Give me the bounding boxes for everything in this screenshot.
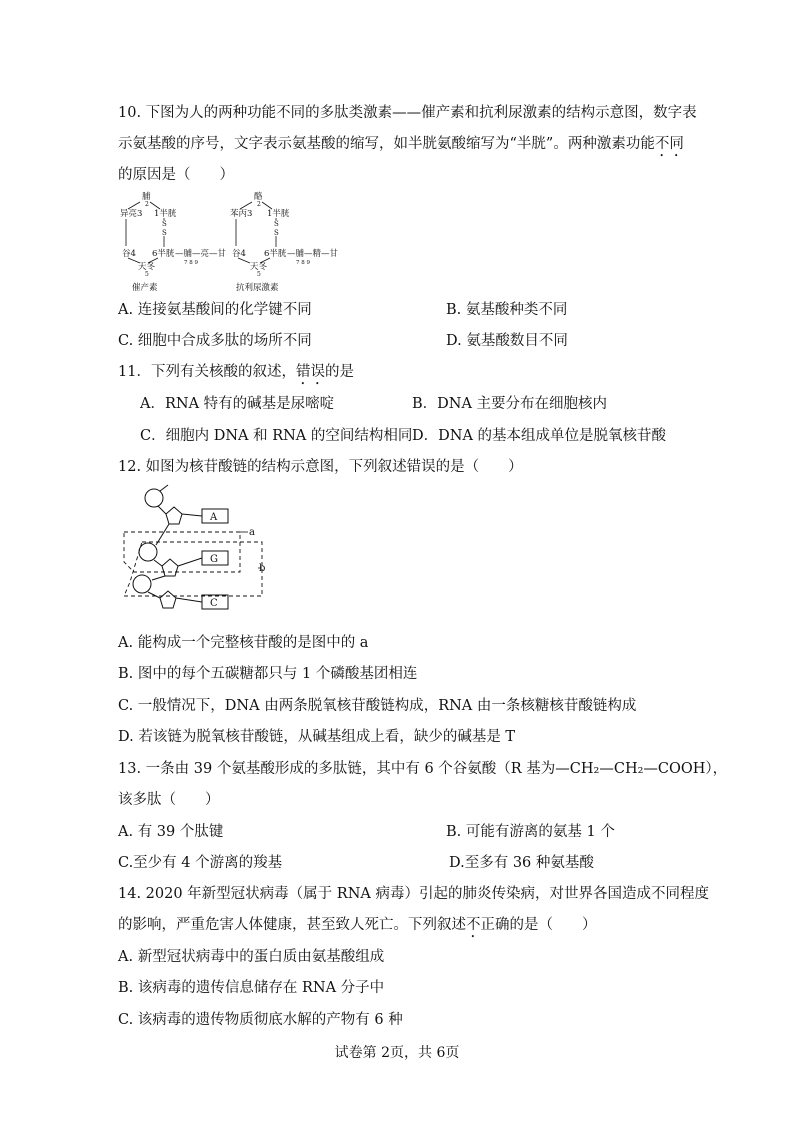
q10-option-a[interactable]: A. 连接氨基酸间的化学键不同 [118,302,312,318]
q12-option-a[interactable]: A. 能构成一个完整核苷酸的是图中的 a [118,635,369,651]
oxytocin-s1: S [162,220,167,228]
phosphate-circle-1 [145,489,163,507]
oxytocin-aa2: 脯 [142,192,151,202]
q10-option-b[interactable]: B. 氨基酸种类不同 [446,302,568,318]
vasopressin-aa5-num: 5 [257,271,261,278]
vasopressin-aa2-num: 2 [257,201,261,208]
q14-stem-line2: 的影响，严重危害人体健康，甚至致人死亡。下列叙述不正确的是（ ） [118,917,597,933]
q13-option-a[interactable]: A. 有 39 个肽键 [118,824,224,840]
q12-stem: 12. 如图为核苷酸链的结构示意图，下列叙述错误的是（ ） [118,459,523,475]
oxytocin-aa4: 谷4 [122,249,136,259]
vasopressin-aa2: 酪 [254,192,263,202]
q11-option-a[interactable]: A．RNA 特有的碱基是尿嘧啶 [140,396,335,412]
pentose-2 [162,559,178,576]
vasopressin-aa3: 苯丙3 [230,209,253,219]
oxytocin-aa6: 6半胱 [152,249,175,259]
vasopressin-s1: S [274,220,279,228]
q11-option-d[interactable]: D．DNA 的基本组成单位是脱氧核苷酸 [412,428,667,444]
q10-emphasis: 不同 [654,136,684,152]
pentose-3 [160,591,176,608]
vasopressin-chain-nums: 7 8 9 [296,260,310,266]
base-label-C: C [210,598,218,609]
q12-option-b[interactable]: B. 图中的每个五碳糖都只与 1 个磷酸基团相连 [118,666,418,682]
q13-option-d[interactable]: D.至多有 36 种氨基酸 [449,855,594,871]
q14-option-a[interactable]: A. 新型冠状病毒中的蛋白质由氨基酸组成 [118,949,385,965]
vasopressin-aa4: 谷4 [232,249,246,259]
oxytocin-aa5: 天冬 [138,262,156,272]
vasopressin-structure [230,191,339,293]
q10-stem-line3: 的原因是（ ） [118,167,234,183]
vasopressin-s2: S [274,229,279,237]
q13-stem-line1: 13. 一条由 39 个氨基酸形成的多肽链，其中有 6 个谷氨酸（R 基为—CH₂—CH₂—COOH）， [118,761,728,777]
vasopressin-caption: 抗利尿激素 [236,283,279,293]
vasopressin-aa6: 6半胱 [264,249,287,259]
oxytocin-chain-nums: 7 8 9 [184,260,198,266]
oxytocin-aa1: 1半胱 [154,209,177,219]
q10-option-d[interactable]: D. 氨基酸数目不同 [446,333,568,349]
q14-option-c[interactable]: C. 该病毒的遗传物质彻底水解的产物有 6 种 [118,1012,403,1028]
q11-emphasis: 错误 [295,364,325,380]
vasopressin-chain: —脯—精—甘 [287,249,339,259]
base-label-G: G [210,554,218,565]
oxytocin-s2: S [162,229,167,237]
hormone-structure-diagram [112,186,352,296]
region-label-a: a [249,527,255,538]
q11-option-b[interactable]: B．DNA 主要分布在细胞核内 [412,396,608,412]
q10-option-c[interactable]: C. 细胞中合成多肽的场所不同 [118,333,312,349]
q14-option-b[interactable]: B. 该病毒的遗传信息储存在 RNA 分子中 [118,980,385,996]
nucleotide-chain-diagram [112,482,282,620]
q13-stem-line2: 该多肽（ ） [118,792,220,808]
vasopressin-aa5: 天冬 [250,262,268,272]
dashed-region-a [124,532,240,572]
vasopressin-aa1: 1半胱 [267,209,290,219]
q13-option-b[interactable]: B. 可能有游离的氨基 1 个 [446,824,615,840]
q12-option-c[interactable]: C. 一般情况下，DNA 由两条脱氧核苷酸链构成，RNA 由一条核糖核苷酸链构成 [118,698,637,714]
phosphate-circle-3 [133,575,151,593]
q11-option-c[interactable]: C．细胞内 DNA 和 RNA 的空间结构相同 [140,428,413,444]
page-footer: 试卷第 2页，共 6页 [334,1045,460,1061]
q14-stem-line1: 14. 2020 年新型冠状病毒（属于 RNA 病毒）引起的肺炎传染病，对世界各国造成不同程度 [118,886,709,902]
q10-stem-line1: 10. 下图为人的两种功能不同的多肽类激素——催产素和抗利尿激素的结构示意图，数字表 [118,105,697,121]
phosphate-circle-2 [139,543,157,561]
oxytocin-aa2-num: 2 [145,201,149,208]
q10-stem-line2: 示氨基酸的序号，文字表示氨基酸的缩写，如半胱氨酸缩写为“半胱”。两种激素功能不同 [118,136,684,152]
oxytocin-chain: —脯—亮—甘 [175,249,227,259]
oxytocin-aa5-num: 5 [145,271,149,278]
pentose-1 [166,507,182,524]
base-label-A: A [210,512,218,523]
dashed-region-b [124,542,262,596]
q11-stem: 11．下列有关核酸的叙述，错误的是 [118,364,354,380]
region-label-b: b [259,563,266,574]
q12-option-d[interactable]: D. 若该链为脱氧核苷酸链，从碱基组成上看，缺少的碱基是 T [118,729,516,745]
oxytocin-structure [120,191,227,293]
oxytocin-aa3: 异亮3 [120,209,143,219]
q13-option-c[interactable]: C.至少有 4 个游离的羧基 [118,855,283,871]
oxytocin-caption: 催产素 [132,283,158,293]
q14-emphasis: 不 [466,917,481,933]
